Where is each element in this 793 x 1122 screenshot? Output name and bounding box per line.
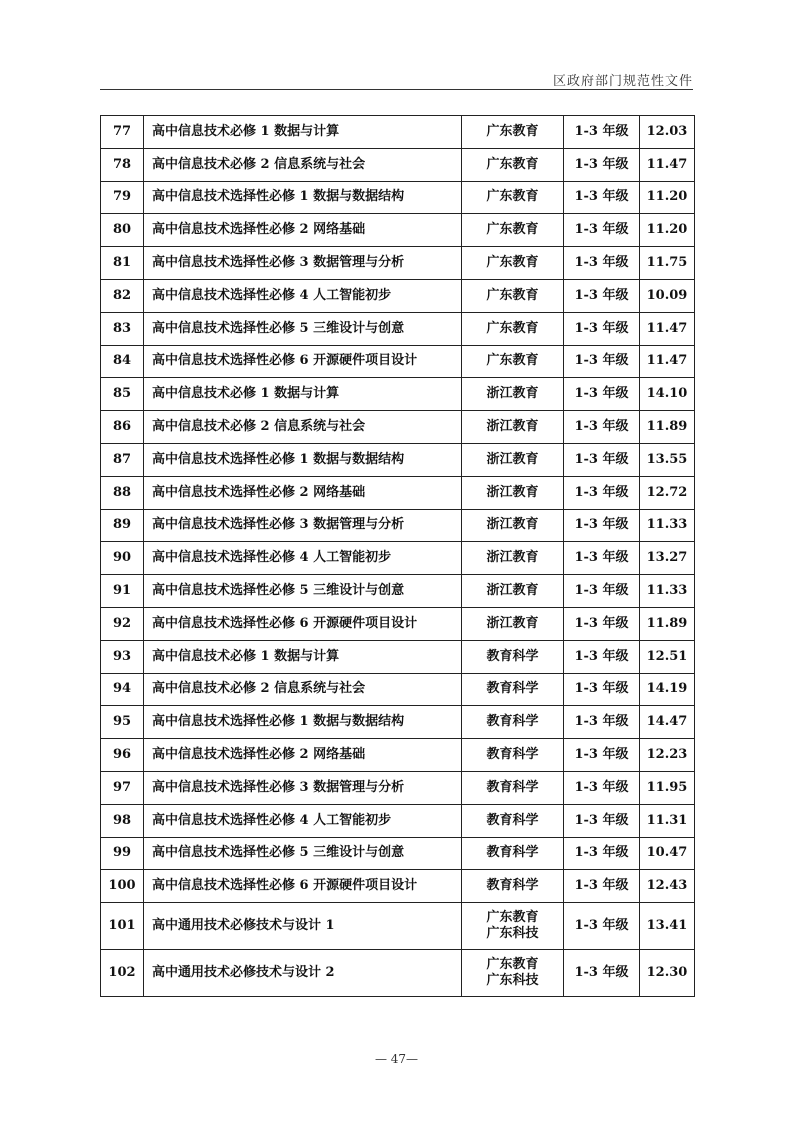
textbook-title: 高中信息技术选择性必修 2 网络基础	[144, 476, 462, 509]
publisher	[462, 903, 564, 950]
price: 11.33	[640, 575, 695, 608]
grade-range: 1-3 年级	[564, 345, 640, 378]
publisher-line: 广东教育	[486, 910, 539, 926]
price: 11.95	[640, 771, 695, 804]
grade-range: 1-3 年级	[564, 411, 640, 444]
price: 14.47	[640, 706, 695, 739]
table-row	[101, 950, 695, 997]
publisher: 广东教育	[462, 312, 564, 345]
publisher: 广东教育	[462, 279, 564, 312]
row-number: 102	[101, 950, 144, 997]
publisher: 浙江教育	[462, 378, 564, 411]
textbook-title: 高中信息技术选择性必修 5 三维设计与创意	[144, 837, 462, 870]
row-number: 92	[101, 607, 144, 640]
page-header-text: 区政府部门规范性文件	[552, 74, 693, 89]
row-number: 88	[101, 476, 144, 509]
textbook-title: 高中信息技术必修 1 数据与计算	[144, 640, 462, 673]
price: 11.31	[640, 804, 695, 837]
row-number: 77	[101, 116, 144, 149]
textbook-title: 高中信息技术选择性必修 6 开源硬件项目设计	[144, 607, 462, 640]
table-row	[101, 706, 695, 739]
price: 13.27	[640, 542, 695, 575]
row-number: 91	[101, 575, 144, 608]
price: 12.51	[640, 640, 695, 673]
header-rule	[100, 89, 693, 90]
row-number: 98	[101, 804, 144, 837]
textbook-title: 高中信息技术必修 1 数据与计算	[144, 116, 462, 149]
publisher: 浙江教育	[462, 575, 564, 608]
publisher: 浙江教育	[462, 411, 564, 444]
publisher: 广东教育	[462, 148, 564, 181]
textbook-title: 高中信息技术选择性必修 3 数据管理与分析	[144, 509, 462, 542]
textbook-title: 高中信息技术必修 2 信息系统与社会	[144, 148, 462, 181]
publisher: 教育科学	[462, 640, 564, 673]
grade-range: 1-3 年级	[564, 312, 640, 345]
grade-range: 1-3 年级	[564, 247, 640, 280]
table-row	[101, 837, 695, 870]
price: 10.09	[640, 279, 695, 312]
row-number: 100	[101, 870, 144, 903]
price: 11.33	[640, 509, 695, 542]
publisher: 广东教育	[462, 247, 564, 280]
grade-range: 1-3 年级	[564, 542, 640, 575]
publisher	[462, 950, 564, 997]
textbook-title: 高中信息技术选择性必修 5 三维设计与创意	[144, 575, 462, 608]
price: 10.47	[640, 837, 695, 870]
publisher: 广东教育	[462, 345, 564, 378]
grade-range: 1-3 年级	[564, 640, 640, 673]
price: 12.03	[640, 116, 695, 149]
table-row	[101, 804, 695, 837]
publisher-line: 广东科技	[486, 973, 539, 989]
page-number: — 47—	[374, 1052, 419, 1066]
textbook-title: 高中信息技术选择性必修 4 人工智能初步	[144, 542, 462, 575]
row-number: 99	[101, 837, 144, 870]
row-number: 94	[101, 673, 144, 706]
table-row	[101, 443, 695, 476]
row-number: 97	[101, 771, 144, 804]
textbook-title: 高中信息技术选择性必修 3 数据管理与分析	[144, 771, 462, 804]
grade-range: 1-3 年级	[564, 575, 640, 608]
grade-range: 1-3 年级	[564, 706, 640, 739]
textbook-title: 高中信息技术选择性必修 1 数据与数据结构	[144, 443, 462, 476]
table-row	[101, 640, 695, 673]
grade-range: 1-3 年级	[564, 903, 640, 950]
price: 13.41	[640, 903, 695, 950]
table-row	[101, 575, 695, 608]
grade-range: 1-3 年级	[564, 804, 640, 837]
textbook-title: 高中信息技术选择性必修 2 网络基础	[144, 214, 462, 247]
price: 11.75	[640, 247, 695, 280]
row-number: 89	[101, 509, 144, 542]
row-number: 84	[101, 345, 144, 378]
publisher: 浙江教育	[462, 476, 564, 509]
grade-range: 1-3 年级	[564, 673, 640, 706]
grade-range: 1-3 年级	[564, 950, 640, 997]
row-number: 96	[101, 739, 144, 772]
table-row	[101, 542, 695, 575]
textbook-price-table	[100, 115, 695, 997]
table-row	[101, 116, 695, 149]
table-row	[101, 214, 695, 247]
textbook-title: 高中通用技术必修技术与设计 1	[144, 903, 462, 950]
textbook-title: 高中信息技术选择性必修 1 数据与数据结构	[144, 706, 462, 739]
price: 12.72	[640, 476, 695, 509]
textbook-title: 高中信息技术必修 1 数据与计算	[144, 378, 462, 411]
textbook-title: 高中信息技术选择性必修 5 三维设计与创意	[144, 312, 462, 345]
grade-range: 1-3 年级	[564, 279, 640, 312]
grade-range: 1-3 年级	[564, 837, 640, 870]
textbook-title: 高中通用技术必修技术与设计 2	[144, 950, 462, 997]
publisher-line: 广东科技	[486, 926, 539, 942]
grade-range: 1-3 年级	[564, 476, 640, 509]
row-number: 87	[101, 443, 144, 476]
price: 12.23	[640, 739, 695, 772]
table-row	[101, 870, 695, 903]
grade-range: 1-3 年级	[564, 214, 640, 247]
publisher: 浙江教育	[462, 443, 564, 476]
publisher: 教育科学	[462, 706, 564, 739]
table-row	[101, 411, 695, 444]
textbook-title: 高中信息技术选择性必修 6 开源硬件项目设计	[144, 870, 462, 903]
row-number: 79	[101, 181, 144, 214]
publisher: 浙江教育	[462, 542, 564, 575]
row-number: 83	[101, 312, 144, 345]
price: 14.19	[640, 673, 695, 706]
publisher: 教育科学	[462, 870, 564, 903]
price: 14.10	[640, 378, 695, 411]
table-row	[101, 378, 695, 411]
grade-range: 1-3 年级	[564, 181, 640, 214]
row-number: 90	[101, 542, 144, 575]
grade-range: 1-3 年级	[564, 739, 640, 772]
table-row	[101, 509, 695, 542]
table-row	[101, 771, 695, 804]
grade-range: 1-3 年级	[564, 148, 640, 181]
table-row	[101, 181, 695, 214]
row-number: 78	[101, 148, 144, 181]
table-row	[101, 739, 695, 772]
row-number: 86	[101, 411, 144, 444]
price: 12.30	[640, 950, 695, 997]
table-row	[101, 607, 695, 640]
publisher: 教育科学	[462, 739, 564, 772]
publisher: 教育科学	[462, 771, 564, 804]
textbook-title: 高中信息技术选择性必修 4 人工智能初步	[144, 279, 462, 312]
grade-range: 1-3 年级	[564, 509, 640, 542]
grade-range: 1-3 年级	[564, 771, 640, 804]
price: 11.20	[640, 214, 695, 247]
table-row	[101, 279, 695, 312]
publisher: 广东教育	[462, 181, 564, 214]
price: 11.47	[640, 345, 695, 378]
row-number: 101	[101, 903, 144, 950]
publisher: 教育科学	[462, 673, 564, 706]
table-row	[101, 247, 695, 280]
grade-range: 1-3 年级	[564, 870, 640, 903]
table-row	[101, 903, 695, 950]
grade-range: 1-3 年级	[564, 378, 640, 411]
publisher: 教育科学	[462, 837, 564, 870]
textbook-title: 高中信息技术选择性必修 6 开源硬件项目设计	[144, 345, 462, 378]
publisher: 广东教育	[462, 116, 564, 149]
grade-range: 1-3 年级	[564, 607, 640, 640]
publisher: 教育科学	[462, 804, 564, 837]
grade-range: 1-3 年级	[564, 443, 640, 476]
price: 11.89	[640, 607, 695, 640]
publisher: 浙江教育	[462, 509, 564, 542]
publisher-line: 广东教育	[486, 957, 539, 973]
textbook-title: 高中信息技术必修 2 信息系统与社会	[144, 673, 462, 706]
grade-range: 1-3 年级	[564, 116, 640, 149]
row-number: 85	[101, 378, 144, 411]
row-number: 81	[101, 247, 144, 280]
row-number: 93	[101, 640, 144, 673]
table-row	[101, 673, 695, 706]
price: 11.47	[640, 312, 695, 345]
table-row	[101, 312, 695, 345]
price: 11.47	[640, 148, 695, 181]
price: 12.43	[640, 870, 695, 903]
textbook-title: 高中信息技术选择性必修 4 人工智能初步	[144, 804, 462, 837]
table-row	[101, 476, 695, 509]
table-row	[101, 345, 695, 378]
publisher: 浙江教育	[462, 607, 564, 640]
textbook-title: 高中信息技术选择性必修 3 数据管理与分析	[144, 247, 462, 280]
row-number: 82	[101, 279, 144, 312]
price: 13.55	[640, 443, 695, 476]
row-number: 95	[101, 706, 144, 739]
textbook-title: 高中信息技术选择性必修 1 数据与数据结构	[144, 181, 462, 214]
publisher: 广东教育	[462, 214, 564, 247]
price: 11.89	[640, 411, 695, 444]
price: 11.20	[640, 181, 695, 214]
textbook-title: 高中信息技术选择性必修 2 网络基础	[144, 739, 462, 772]
table-row	[101, 148, 695, 181]
row-number: 80	[101, 214, 144, 247]
textbook-title: 高中信息技术必修 2 信息系统与社会	[144, 411, 462, 444]
